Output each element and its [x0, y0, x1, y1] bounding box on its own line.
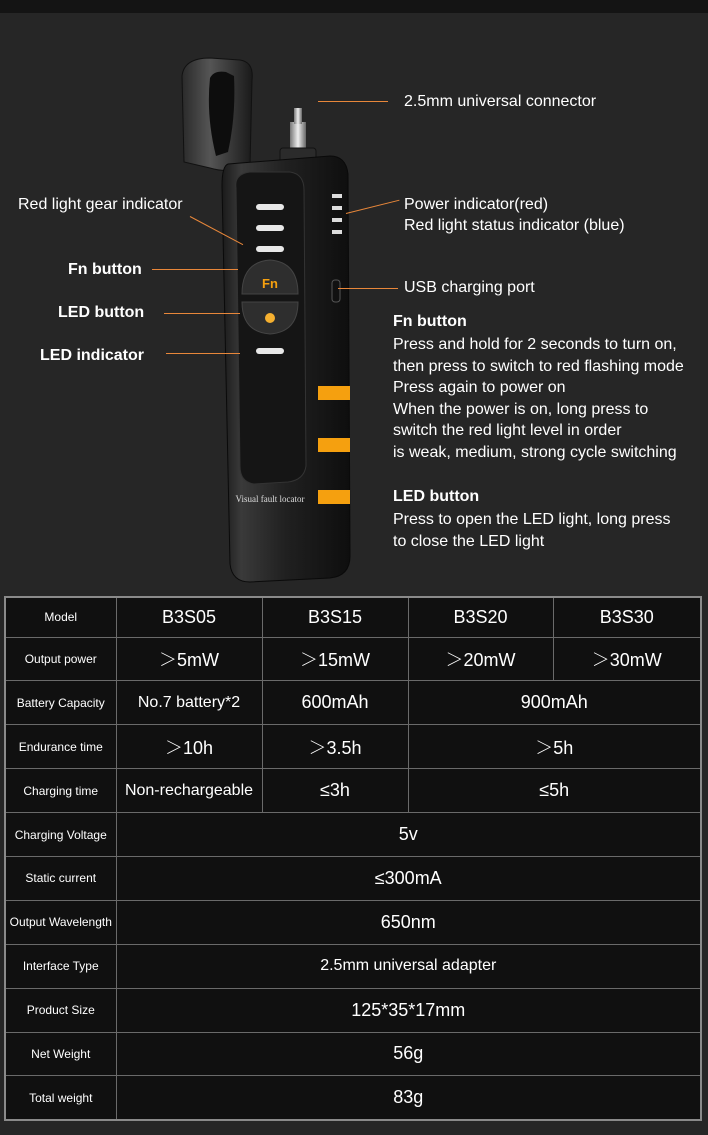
fn-description-line: Press again to power on: [393, 379, 566, 397]
fn-button-leader: [152, 269, 238, 270]
charging-time-cell: ≤3h: [262, 769, 408, 813]
row-label-charging-voltage: Charging Voltage: [5, 813, 116, 857]
output-power-cell: ＞15mW: [262, 637, 408, 681]
red-gear-callout: Red light gear indicator: [18, 196, 183, 213]
table-row: [5, 1076, 701, 1120]
usb-port-leader: [338, 288, 398, 289]
row-label-battery-capacity: Battery Capacity: [5, 681, 116, 725]
table-row: [5, 988, 701, 1032]
table-row: [5, 769, 701, 813]
specification-table: [4, 596, 702, 1121]
model-cell: B3S05: [116, 597, 262, 637]
led-description-line: to close the LED light: [393, 532, 545, 550]
table-row: [5, 1032, 701, 1076]
product-size-cell: 125*35*17mm: [116, 988, 701, 1032]
visual-fault-locator-device: [170, 56, 360, 586]
led-indicator-callout: LED indicator: [40, 347, 145, 364]
table-row: [5, 856, 701, 900]
row-label-model: Model: [5, 597, 116, 637]
row-label-output-power: Output power: [5, 637, 116, 681]
led-button-callout: LED button: [58, 304, 145, 321]
table-row: [5, 681, 701, 725]
model-cell: B3S15: [262, 597, 408, 637]
static-current-cell: ≤300mA: [116, 856, 701, 900]
row-label-product-size: Product Size: [5, 988, 116, 1032]
fn-description-line: When the power is on, long press to: [393, 400, 649, 418]
power-indicator-callout: Power indicator(red): [404, 196, 549, 213]
output-wavelength-cell: 650nm: [116, 900, 701, 944]
fn-description-line: switch the red light level in order: [393, 422, 622, 440]
led-indicator-leader: [166, 353, 240, 354]
row-label-interface-type: Interface Type: [5, 944, 116, 988]
fn-description-line: then press to switch to red flashing mode: [393, 357, 684, 375]
device-brand-text: Visual fault locator: [235, 494, 305, 504]
led-bulb-icon: [265, 313, 275, 323]
usb-port-callout: USB charging port: [404, 279, 535, 296]
fn-key-label: Fn: [262, 276, 278, 291]
endurance-time-cell: ＞3.5h: [262, 725, 408, 769]
led-description-title: LED button: [393, 488, 480, 505]
top-strip: [0, 0, 708, 13]
charging-voltage-cell: 5v: [116, 813, 701, 857]
row-label-static-current: Static current: [5, 856, 116, 900]
total-weight-cell: 83g: [116, 1076, 701, 1120]
connector-leader: [318, 101, 388, 102]
model-cell: B3S30: [553, 597, 701, 637]
endurance-time-cell: ＞5h: [408, 725, 701, 769]
table-row: [5, 813, 701, 857]
endurance-time-cell: ＞10h: [116, 725, 262, 769]
battery-capacity-cell: 600mAh: [262, 681, 408, 725]
table-row: [5, 944, 701, 988]
row-label-charging-time: Charging time: [5, 769, 116, 813]
fn-button-callout: Fn button: [68, 261, 142, 278]
row-label-total-weight: Total weight: [5, 1076, 116, 1120]
charging-time-cell: ≤5h: [408, 769, 701, 813]
net-weight-cell: 56g: [116, 1032, 701, 1076]
battery-capacity-cell: 900mAh: [408, 681, 701, 725]
fn-description-title: Fn button: [393, 313, 467, 330]
output-power-cell: ＞30mW: [553, 637, 701, 681]
row-label-endurance-time: Endurance time: [5, 725, 116, 769]
output-power-cell: ＞5mW: [116, 637, 262, 681]
led-description-line: Press to open the LED light, long press: [393, 511, 671, 528]
table-row: [5, 597, 701, 637]
table-row: [5, 725, 701, 769]
interface-type-cell: 2.5mm universal adapter: [116, 944, 701, 988]
connector-callout: 2.5mm universal connector: [404, 93, 597, 110]
led-button-leader: [164, 313, 240, 314]
product-illustration-area: [0, 13, 708, 593]
output-power-cell: ＞20mW: [408, 637, 553, 681]
row-label-output-wavelength: Output Wavelength: [5, 900, 116, 944]
fn-description-line: Press and hold for 2 seconds to turn on,: [393, 336, 677, 353]
fn-description-line: is weak, medium, strong cycle switching: [393, 444, 677, 461]
row-label-net-weight: Net Weight: [5, 1032, 116, 1076]
charging-time-cell: Non-rechargeable: [116, 769, 262, 813]
model-cell: B3S20: [408, 597, 553, 637]
status-indicator-callout: Red light status indicator (blue): [404, 217, 625, 234]
table-row: [5, 637, 701, 681]
battery-capacity-cell: No.7 battery*2: [116, 681, 262, 725]
table-row: [5, 900, 701, 944]
